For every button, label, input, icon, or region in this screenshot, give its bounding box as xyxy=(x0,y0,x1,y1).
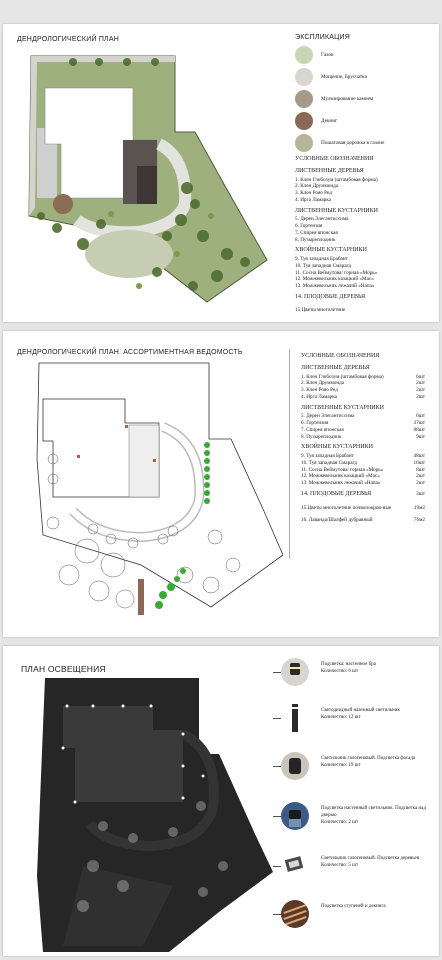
legend-stone-mulch: Мульчирование камнем xyxy=(295,90,435,112)
table-row: 11. Сосна Веймутова/ горная «Морь» 8шт xyxy=(301,466,425,473)
lawn-swatch xyxy=(295,46,313,64)
conditions-title: УСЛОВНЫЕ ОБОЗНАЧЕНИЯ xyxy=(301,353,380,359)
light-item-bollard: Светодиодный наземный светильник Количество: 12 шт xyxy=(281,704,439,744)
table-row: 8. Пузыреплодник 9шт xyxy=(301,433,425,440)
conditions-title: УСЛОВНЫЕ ОБОЗНАЧЕНИЯ xyxy=(295,156,374,162)
plant-legend: УСЛОВНЫЕ ОБОЗНАЧЕНИЯ ЛИСТВЕННЫЕ ДЕРЕВЬЯ 1. Клен Глобозум (штамбовая форма) 2. Клен Друммонда 3. Клен Рояо Ред 4. Ирга Ламарка ЛИСТВЕННЫЕ КУСТАРНИКИ 5. Дерен Элегантиссима 6. Гортензия 7. Спирея японская 8. Пузыреплодник ХВОЙНЫЕ КУСТАРНИКИ 9. Туя западная Брабант 10. Туя западная Смарагд 11. Сосна Веймутова/ горная «Морь» 12. Можжевельник казацкий «Мас» 13. Можжевельник лежачий «Напа» 14. ПЛОДОВЫЕ ДЕРЕВЬЯ 15.Цветы многолетние xyxy=(295,156,435,313)
wall-sconce-icon xyxy=(281,658,309,686)
legend-decking: Декинг xyxy=(295,112,435,134)
table-row: 1. Клен Глобозум (штамбовая форма) 6шт xyxy=(301,373,425,380)
table-row: 12. Можжевельник казацкий «Мас» 2шт xyxy=(301,473,425,480)
table-row: 16. Лаванда/Шалфей дубравный 76м2 xyxy=(301,517,425,524)
assortment-plan-drawing xyxy=(13,359,283,629)
table-row: 15.Цветы многолетние почвопокров-ные 19м2 xyxy=(301,504,425,511)
table-row: 9. Туя западная Брабант 48шт xyxy=(301,453,425,460)
divider xyxy=(289,349,290,559)
decking-swatch xyxy=(295,112,313,130)
light-item-tree-spot: Светильник галогеновый. Подсветка деревьев Количество: 5 шт xyxy=(281,852,439,892)
light-item-sconce: Подсветка: настенное бра Количество: 6 шт xyxy=(281,658,439,698)
sheet-title: ПЛАН ОСВЕЩЕНИЯ xyxy=(21,664,106,674)
light-item-door: Подсветка настенный светильник. Подсветка над дверью Количество: 2 шт xyxy=(281,802,439,842)
legend-lawn: Газон xyxy=(295,46,435,68)
tree-spotlight-icon xyxy=(281,852,309,880)
sheet-title: ДЕНДРОЛОГИЧЕСКИЙ ПЛАН. АССОРТИМЕНТНАЯ ВЕДОМОСТЬ xyxy=(17,349,243,356)
table-row: 6. Гортензия 37шт xyxy=(301,420,425,427)
table-row: 3. Клен Рояо Ред 2шт xyxy=(301,387,425,394)
bollard-light-icon xyxy=(281,704,309,732)
paving-swatch xyxy=(295,68,313,86)
table-row: 14. ПЛОДОВЫЕ ДЕРЕВЬЯ 3шт xyxy=(301,490,425,497)
stone-mulch-swatch xyxy=(295,90,313,108)
legend-stepping-path: Пошаговая дорожка в газоне xyxy=(295,134,435,156)
facade-light-icon xyxy=(281,752,309,780)
table-row: 2. Клен Друммонда 2шт xyxy=(301,380,425,387)
table-row: 5. Дерен Элегантиссима 6шт xyxy=(301,413,425,420)
table-row: 10. Туя западная Смарагд 16шт xyxy=(301,459,425,466)
table-row: 7. Спирея японская 88шт xyxy=(301,426,425,433)
dendro-plan-sheet xyxy=(3,24,439,322)
sheet-title: ДЕНДРОЛОГИЧЕСКИЙ ПЛАН xyxy=(17,36,119,43)
table-row: 13. Можжевельник лежачий «Напа» 2шт xyxy=(301,480,425,487)
site-plan-drawing xyxy=(17,48,287,318)
door-light-icon xyxy=(281,802,309,830)
assortment-table: УСЛОВНЫЕ ОБОЗНАЧЕНИЯ ЛИСТВЕННЫЕ ДЕРЕВЬЯ 1. Клен Глобозум (штамбовая форма) 6шт 2. Клен Друммонда 2шт 3. Клен Рояо Ред 2шт 4. Ирга Ламарка 2шт ЛИСТВЕННЫЕ КУСТАРНИКИ 5. Дерен Элегантиссима 6шт 6. Гортензия 37шт 7. Спирея японская 88шт 8. Пузыреплодник 9шт ХВОЙНЫЕ КУСТАРНИКИ 9. Туя западная Брабант 48шт 10. Туя западная Смарагд 16шт 11. Сосна Веймутова/ горная «Морь» 8шт 12. Можжевельник казацкий «Мас» 2шт 13. Можжевельник лежачий «Напа» 2шт 14. ПЛОДОВЫЕ ДЕРЕВЬЯ 3шт 15.Цветы многолетние почвопокров-ные 19м2 16. Лаванда/Шалфей дубравный 76м2 xyxy=(301,353,425,524)
legend-title: ЭКСПЛИКАЦИЯ xyxy=(295,34,350,41)
assortment-sheet xyxy=(3,331,439,637)
lighting-plan-sheet xyxy=(3,646,439,956)
light-item-facade: Светильник галогеновый. Подсветка фасада Количество: 19 шт xyxy=(281,752,439,792)
step-light-icon xyxy=(281,900,309,928)
light-item-steps: Подсветка ступеней и декинга xyxy=(281,900,439,940)
stepping-path-swatch xyxy=(295,134,313,152)
legend-paving: Мощение, Брусчатка xyxy=(295,68,435,90)
table-row: 4. Ирга Ламарка 2шт xyxy=(301,393,425,400)
lighting-plan-drawing xyxy=(23,676,273,952)
